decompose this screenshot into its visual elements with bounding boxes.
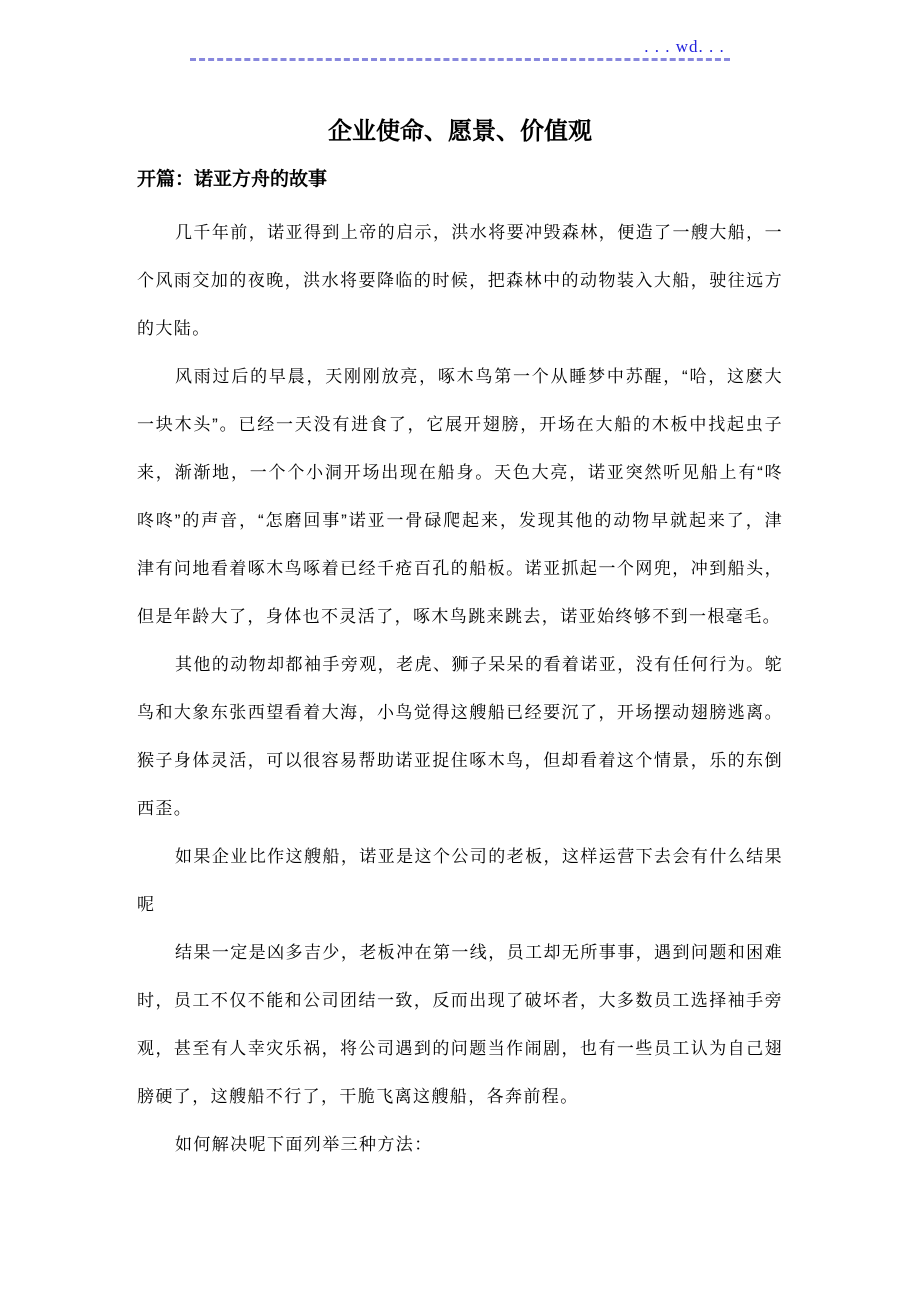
document-body <box>137 209 783 1169</box>
page-title: 企业使命、愿景、价值观 <box>328 118 592 145</box>
section-heading: 开篇：诺亚方舟的故事 <box>137 169 328 190</box>
paragraph: 如何解决呢下面列举三种方法： <box>175 1135 433 1154</box>
page-header <box>190 36 730 61</box>
paragraph: 结果一定是凶多吉少，老板冲在第一线，员工却无所事事，遇到问题和困难时，员工不仅不能和公司团结一致，反而出现了破坏者，大多数员工选择袖手旁观，甚至有人幸灾乐祸，将公司遇到的问题当作闹剧，也有一些员工认为自己翅膀硬了，这艘船不行了，干脆飞离这艘船，各奔前程。 <box>137 943 783 1106</box>
paragraph: 风雨过后的早晨，天刚刚放亮，啄木鸟第一个从睡梦中苏醒，“哈，这麽大一块木头”。已经一天没有进食了，它展开翅膀，开场在大船的木板中找起虫子来，渐渐地，一个个小洞开场出现在船身。天色大亮，诺亚突然听见船上有“咚咚咚”的声音，“怎磨回事”诺亚一骨碌爬起来，发现其他的动物早就起来了，津津有问地看着啄木鸟啄着已经千疮百孔的船板。诺亚抓起一个网兜，冲到船头，但是年龄大了，身体也不灵活了，啄木鸟跳来跳去，诺亚始终够不到一根毫毛。 <box>137 367 783 626</box>
paragraph: 其他的动物却都袖手旁观，老虎、狮子呆呆的看着诺亚，没有任何行为。鸵鸟和大象东张西望看着大海，小鸟觉得这艘船已经要沉了，开场摆动翅膀逃离。猴子身体灵活，可以很容易帮助诺亚捉住啄木鸟，但却看着这个情景，乐的东倒西歪。 <box>137 655 783 818</box>
header-watermark-text: . . . wd. . . <box>644 37 730 56</box>
paragraph: 几千年前，诺亚得到上帝的启示，洪水将要冲毁森林，便造了一艘大船，一个风雨交加的夜晚，洪水将要降临的时候，把森林中的动物装入大船，驶往远方的大陆。 <box>137 223 783 338</box>
paragraph: 如果企业比作这艘船，诺亚是这个公司的老板，这样运营下去会有什么结果呢 <box>137 847 783 914</box>
